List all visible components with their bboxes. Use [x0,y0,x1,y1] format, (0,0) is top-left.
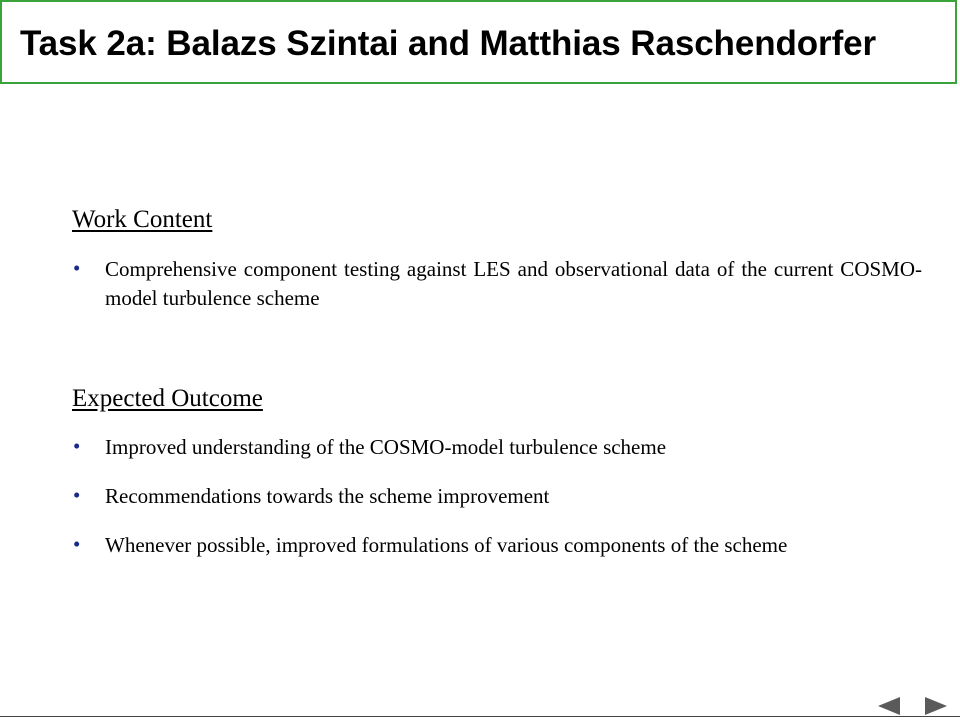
previous-slide-button[interactable] [876,696,902,716]
list-item [72,531,922,560]
list-item [72,482,922,511]
bullet-icon: • [73,483,81,507]
bullet-icon: • [73,434,81,458]
expected-outcome-list [72,433,922,560]
work-content-heading: Work Content [72,206,213,233]
list-item-text: Recommendations towards the scheme improvement [105,484,550,508]
bullet-icon: • [73,256,81,280]
title-bar [0,0,957,84]
list-item [72,255,922,313]
list-item-text: Whenever possible, improved formulations of various components of the scheme [105,533,788,557]
slide-title: Task 2a: Balazs Szintai and Matthias Raschendorfer [20,24,877,63]
list-item-text: Improved understanding of the COSMO-model turbulence scheme [105,435,667,459]
bottom-divider [0,716,960,717]
work-content-list [72,255,922,313]
bullet-icon: • [73,532,81,556]
expected-outcome-heading: Expected Outcome [72,385,263,412]
triangle-right-icon [923,696,949,716]
triangle-left-icon [876,696,902,716]
next-slide-button[interactable] [923,696,949,716]
list-item-text: Comprehensive component testing against LES and observational data of the current COSMO-model turbulence scheme [105,257,922,310]
list-item [72,433,922,462]
